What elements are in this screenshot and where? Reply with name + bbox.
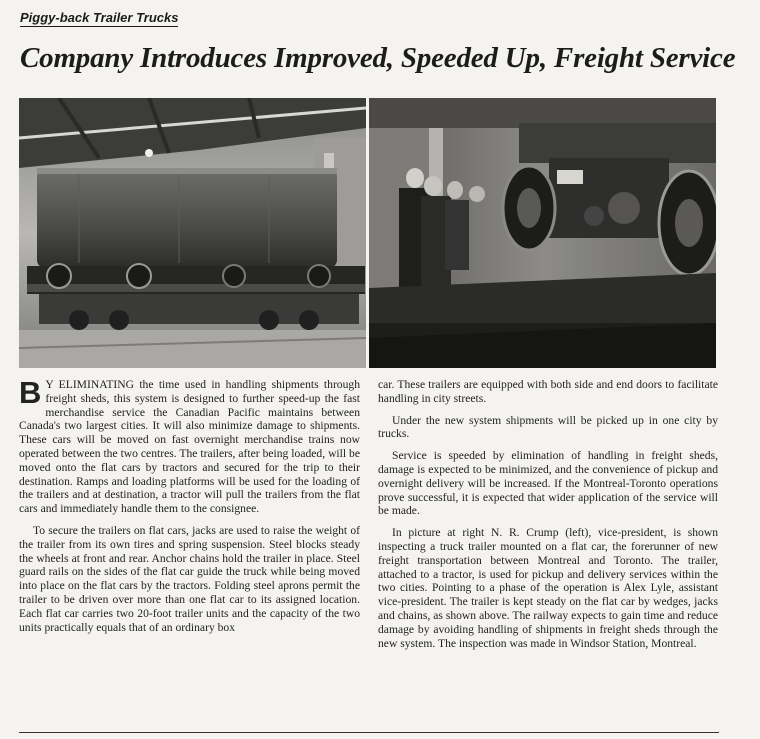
article-column-right: [378, 378, 718, 658]
inspection-photo-illustration: [369, 98, 716, 368]
trailer-photo-illustration: [19, 98, 366, 368]
section-kicker: Piggy-back Trailer Trucks: [20, 10, 179, 25]
article-paragraph-4: Under the new system shipments will be picked up in one city by trucks.: [378, 413, 718, 441]
footer-rule: [19, 732, 719, 733]
photo-inspection: [369, 98, 716, 368]
article-paragraph-1: B Y ELIMINATING the time used in handling shipments through freight sheds, this system is designed to further speed-up the fast merchandise service the Canadian Pacific maintains between Canada's two largest cities. It will also minimize damage to shipments. These cars will be moved on fast overnight merchandise trains now operated between the two centres. The trailers, after being loaded, will be moved onto the flat cars by tractors and secured for the trip to their destination. Ramps and loading platforms will be used for the loading of the trailers and at destination, a tractor will pull the trailers from the flat cars and immediately handle them to the consignee.: [19, 375, 360, 516]
article-paragraph-2: To secure the trailers on flat cars, jacks are used to raise the weight of the trailer from its own tires and spring suspension. Steel blocks steady the wheels at front and rear. Anchor chains hold the trailer in place. Steel guard rails on the sides of the flat car guide the truck while being moved into place on the flat cars by the tractors. Folding steel aprons permit the trailer to be driven over more than one flat car to its assigned location. Each flat car carries two 20-foot trailer units and the capacity of the two units practically equals that of an ordinary box: [19, 523, 360, 634]
headline: Company Introduces Improved, Speeded Up, Freight Service: [20, 42, 736, 74]
photo-trailer-on-flatcar: [19, 98, 366, 368]
article-paragraph-6: In picture at right N. R. Crump (left), vice-president, is shown inspecting a truck trailer mounted on a flat car, the forerunner of new freight transportation between Montreal and Toronto. The trailer, attached to a tractor, is used for pickup and delivery services within the two cities. Pointing to a phase of the operation is Alex Lyle, assistant vice-president. The trailer is kept steady on the flat car by wedges, jacks and chains, as shown above. The railway expects to gain time and reduce damage by avoiding handling of shipments in freight sheds through the new system. The inspection was made in Windsor Station, Montreal.: [378, 526, 718, 650]
article-paragraph-5: Service is speeded by elimination of handling in freight sheds, damage is expected to be minimized, and the convenience of pickup and overnight delivery will be increased. If the Montreal-Toronto operations prove successful, it is expected that wider application of the service will be made.: [378, 449, 718, 518]
article-column-left: [19, 375, 360, 642]
drop-cap: B: [19, 375, 42, 410]
article-paragraph-3: car. These trailers are equipped with both side and end doors to facilitate handling in city streets.: [378, 378, 718, 405]
